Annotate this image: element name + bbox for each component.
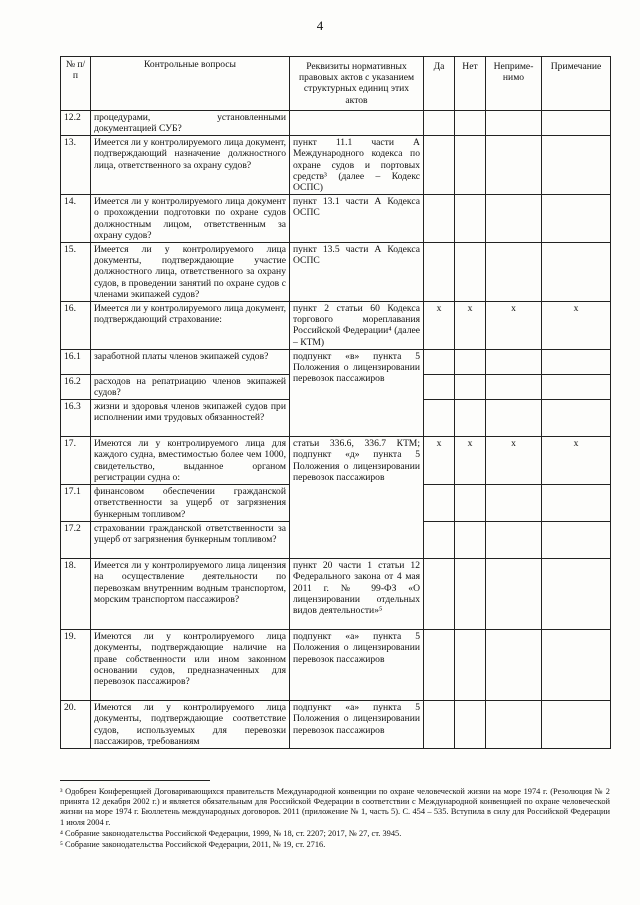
answer-na-cell[interactable] [486,136,542,195]
row-question: Имеется ли у контролируемого лица лицензия на осуществление деятельности по перевозкам внутренним водным транспортом, морским транспортом пассажиров? [91,559,290,630]
page-number: 4 [316,18,324,33]
row-basis [290,110,424,135]
note-cell[interactable] [542,110,611,135]
answer-yes-cell[interactable] [424,349,455,374]
row-num: 15. [61,243,91,302]
table-row [61,437,611,485]
answer-yes-mark: x [424,437,455,485]
row-num: 16.3 [61,400,91,437]
table-row [61,195,611,243]
row-num: 17.2 [61,522,91,559]
answer-no-cell[interactable] [455,485,486,522]
answer-yes-cell[interactable] [424,400,455,437]
footnote-5: ⁵ Собрание законодательства Российской Федерации, 2011, № 19, ст. 2716. [60,840,326,850]
answer-no-cell[interactable] [455,630,486,701]
table-row [61,243,611,302]
note-cell[interactable] [542,522,611,559]
answer-na-cell[interactable] [486,485,542,522]
row-question: Имеются ли у контролируемого лица для каждого судна, вместимостью более чем 1000, свидетельство, выданное органом регистрации судна о: [91,437,290,485]
header-yes: Да [424,57,455,111]
row-question: процедурами, установленными документацией СУБ? [91,110,290,135]
header-na: Неприме-нимо [486,57,542,111]
footnote-3: ³ Одобрен Конференцией Договаривающихся правительств Международной конвенции по охране человеческой жизни на море 1974 г. (Резолюция № 2 принята 12 декабря 2002 г.) и является обязательным для Российской Федерации в соответствии с Международной конвенцией по охране человеческой жизни на море 1974 г. Бюллетень международных договоров. 2011 (приложение № 1, часть 5). С. 454 – 535. Вступила в силу для Российской Федерации 1 июля 2004 г. [60,787,610,827]
answer-no-cell[interactable] [455,243,486,302]
answer-no-cell[interactable] [455,522,486,559]
note-cell[interactable] [542,400,611,437]
row-question: Имеется ли у контролируемого лица документ о прохождении подготовки по охране судов должностным лицом, ответственным за охрану судов? [91,195,290,243]
answer-na-cell[interactable] [486,701,542,749]
answer-no-cell[interactable] [455,195,486,243]
answer-no-cell[interactable] [455,110,486,135]
note-cell[interactable] [542,195,611,243]
row-num: 12.2 [61,110,91,135]
answer-yes-cell[interactable] [424,195,455,243]
table-row [61,302,611,350]
answer-no-cell[interactable] [455,374,486,399]
table-row [61,559,611,630]
footnotes [60,780,610,851]
row-num: 14. [61,195,91,243]
footnote-divider [60,780,210,781]
row-num: 16.1 [61,349,91,374]
row-basis: пункт 2 статьи 60 Кодекса торгового мореплавания Российской Федерации⁴ (далее – КТМ) [290,302,424,350]
answer-yes-mark: x [424,302,455,350]
row-num: 19. [61,630,91,701]
header-basis: Реквизиты нормативных правовых актов с указанием структурных единиц этих актов [290,57,424,111]
header-note: Примечание [542,57,611,111]
answer-na-cell[interactable] [486,110,542,135]
table-row [61,630,611,701]
row-question: Имеются ли у контролируемого лица документы, подтверждающие наличие на праве собственности или ином законном основании судов, предназначенных для перевозок пассажиров? [91,630,290,701]
row-basis-shared: подпункт «д» пункта 5 Положения о лицензировании перевозок пассажиров [293,449,420,483]
answer-na-cell[interactable] [486,559,542,630]
row-question: Имеется ли у контролируемого лица документ, подтверждающий страхование: [91,302,290,350]
note-cell[interactable] [542,374,611,399]
answer-na-cell[interactable] [486,243,542,302]
row-basis: пункт 13.1 части А Кодекса ОСПС [290,195,424,243]
note-cell[interactable] [542,243,611,302]
row-question: заработной платы членов экипажей судов? [91,349,290,374]
row-num: 13. [61,136,91,195]
table-row [61,349,611,374]
answer-no-cell[interactable] [455,136,486,195]
note-cell[interactable] [542,485,611,522]
row-question: жизни и здоровья членов экипажей судов при исполнении ими трудовых обязанностей? [91,400,290,437]
answer-no-cell[interactable] [455,701,486,749]
row-basis: подпункт «а» пункта 5 Положения о лицензировании перевозок пассажиров [290,630,424,701]
answer-yes-cell[interactable] [424,136,455,195]
row-basis: пункт 11.1 части А Международного кодекса по охране судов и портовых средств³ (далее – Кодекс ОСПС) [290,136,424,195]
answer-no-cell[interactable] [455,349,486,374]
row-basis-continued [290,485,424,559]
note-cell[interactable] [542,136,611,195]
row-num: 17. [61,437,91,485]
answer-no-mark: x [455,302,486,350]
row-num: 16.2 [61,374,91,399]
answer-yes-cell[interactable] [424,522,455,559]
row-num: 16. [61,302,91,350]
table-row [61,136,611,195]
answer-na-cell[interactable] [486,349,542,374]
header-question: Контрольные вопросы [91,57,290,111]
header-num: № п/п [61,57,91,111]
note-cell[interactable] [542,349,611,374]
note-mark: x [542,302,611,350]
answer-yes-cell[interactable] [424,701,455,749]
row-basis-text: статьи 336.6, 336.7 КТМ; [293,438,420,450]
answer-na-cell[interactable] [486,374,542,399]
answer-na-cell[interactable] [486,195,542,243]
row-question: расходов на репатриацию членов экипажей судов? [91,374,290,399]
row-question: Имеется ли у контролируемого лица документы, подтверждающие участие должностного лица, ответственного за охрану судов, в проведении занятий по охране судов с членами экипажей судов? [91,243,290,302]
row-num: 20. [61,701,91,749]
row-num: 18. [61,559,91,630]
row-num: 17.1 [61,485,91,522]
note-cell[interactable] [542,630,611,701]
row-question: Имеется ли у контролируемого лица документ, подтверждающий назначение должностного лица, ответственного за охрану судов? [91,136,290,195]
answer-na-mark: x [486,302,542,350]
note-mark: x [542,437,611,485]
answer-na-mark: x [486,437,542,485]
answer-na-cell[interactable] [486,400,542,437]
answer-yes-cell[interactable] [424,559,455,630]
answer-yes-cell[interactable] [424,374,455,399]
row-basis: пункт 20 части 1 статьи 12 Федерального закона от 4 мая 2011 г. № 99-ФЗ «О лицензировании отдельных видов деятельности»⁵ [290,559,424,630]
checklist-table [60,56,611,749]
note-cell[interactable] [542,559,611,630]
row-basis: подпункт «а» пункта 5 Положения о лицензировании перевозок пассажиров [290,701,424,749]
answer-yes-cell[interactable] [424,485,455,522]
note-cell[interactable] [542,701,611,749]
header-no: Нет [455,57,486,111]
answer-yes-cell[interactable] [424,630,455,701]
answer-no-cell[interactable] [455,400,486,437]
answer-no-cell[interactable] [455,559,486,630]
answer-na-cell[interactable] [486,522,542,559]
table-row [61,485,611,522]
row-basis [290,437,424,485]
row-question: Имеются ли у контролируемого лица документы, подтверждающие соответствие судов, используемых для перевозки пассажиров, требованиям [91,701,290,749]
answer-no-mark: x [455,437,486,485]
row-basis-shared: подпункт «в» пункта 5 Положения о лицензировании перевозок пассажиров [290,349,424,436]
row-question: финансовом обеспечении гражданской ответственности за ущерб от загрязнения бункерным топливом? [91,485,290,522]
table-header-row [61,57,611,111]
footnote-4: ⁴ Собрание законодательства Российской Федерации, 1999, № 18, ст. 2207; 2017, № 27, ст. 3945. [60,828,402,838]
table-row [61,110,611,135]
answer-na-cell[interactable] [486,630,542,701]
answer-yes-cell[interactable] [424,110,455,135]
row-question: страховании гражданской ответственности за ущерб от загрязнения бункерным топливом? [91,522,290,559]
table-row [61,701,611,749]
row-basis: пункт 13.5 части А Кодекса ОСПС [290,243,424,302]
answer-yes-cell[interactable] [424,243,455,302]
